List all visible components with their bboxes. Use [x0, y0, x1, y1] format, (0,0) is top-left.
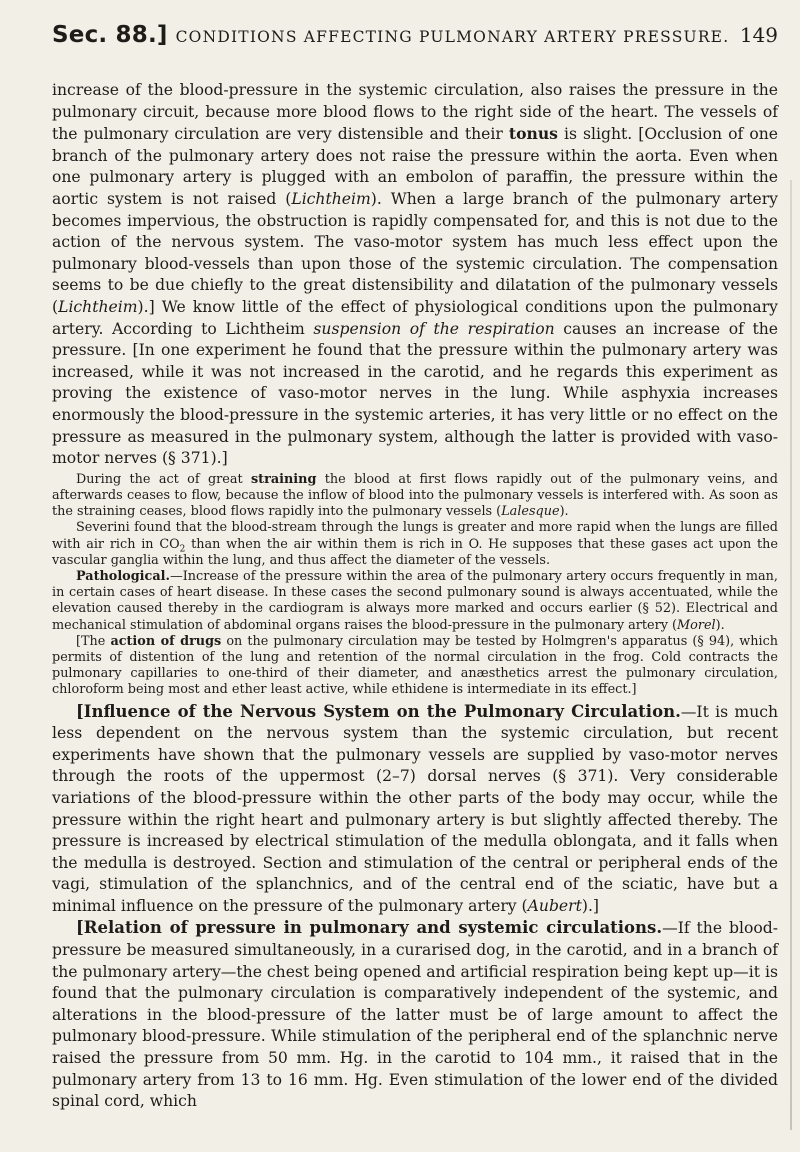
note-drugs: [The action of drugs on the pulmonary circulation may be tested by Holmgren's apparatus (§ 94), which permits of distention of the lung and retention of the normal circulation in the frog. Cold contracts the pulmonary capillaries to one-third of their diameter, and anæsthetics arrest the pulmonary circulation, chloroform being most and ether least active, while ethidene is intermediate in its effect.] — [52, 633, 778, 698]
emphasis-suspension: suspension of the respiration — [313, 319, 555, 338]
page-header — [52, 22, 778, 66]
paragraph-relation-pressure: [Relation of pressure in pulmonary and systemic circulations.—If the blood-pressure be measured simultaneously, in a curarised dog, in the carotid, and in a branch of the pulmonary artery—the chest being opened and artificial respiration being kept up—it is found that the pulmonary circulation is comparatively independent of the systemic, and alterations in the blood-pressure of the latter must be of large amount to affect the pulmonary blood-pressure. While stimulation of the peripheral end of the splanchnic nerve raised the pressure from 50 mm. Hg. in the carotid to 104 mm., it raised that in the pulmonary artery from 13 to 16 mm. Hg. Even stimulation of the lower end of the divided spinal cord, which — [52, 918, 778, 1111]
page-number: 149 — [739, 23, 778, 47]
section-label: Sec. 88.] — [52, 22, 168, 48]
running-title: CONDITIONS AFFECTING PULMONARY ARTERY PRESSURE. — [175, 28, 730, 46]
paragraph-nervous-system: [Influence of the Nervous System on the Pulmonary Circulation.—It is much less dependent on the nervous system than the systemic circulation, but recent experiments have shown that the pulmonary vessels are supplied by vaso-motor nerves through the roots of the uppermost (2–7) dorsal nerves (§ 371). Very considerable variations of the blood-pressure within the other parts of the body may occur, while the pressure within the right heart and pulmonary artery is but slightly affected thereby. The pressure is increased by electrical stimulation of the medulla oblongata, and it falls when the medulla is destroyed. Section and stimulation of the central or peripheral ends of the vagi, stimulation of the splanchnics, and of the central end of the sciatic, have but a minimal influence on the pressure of the pulmonary artery (Aubert).] — [52, 701, 779, 915]
page-edge-shadow — [790, 180, 792, 1130]
citation: Lichtheim — [58, 297, 138, 316]
body-text-bottom — [52, 701, 778, 1113]
heading-nervous-system: [Influence of the Nervous System on the Pulmonary Circulation. — [76, 701, 681, 721]
body-text-top — [52, 80, 778, 470]
note-straining: During the act of great straining the blood at first flows rapidly out of the pulmonary veins, and afterwards ceases to flow, because the inflow of blood into the pulmonary vessels is interfered with. As soon as the straining ceases, blood flows rapidly into the pulmonary vessels (Lalesque). — [52, 471, 778, 520]
small-print-notes — [52, 472, 778, 699]
citation: Lalesque — [501, 504, 560, 520]
citation: Lichtheim — [291, 189, 371, 208]
note-pathological: Pathological.—Increase of the pressure within the area of the pulmonary artery occurs frequently in man, in certain cases of heart disease. In these cases the second pulmonary sound is always accentuated, while the elevation caused thereby in the cardiogram is always more marked and occurs earlier (§ 52). Electrical and mechanical stimulation of abdominal organs raises the blood-pressure in the pulmonary artery (Morel). — [52, 568, 778, 633]
heading-relation: [Relation of pressure in pulmonary and systemic circulations. — [76, 918, 663, 938]
heading-pathological: Pathological. — [76, 568, 170, 584]
citation: Morel — [677, 617, 716, 633]
citation: Aubert — [527, 896, 582, 915]
paragraph-pulmonary-pressure: increase of the blood-pressure in the systemic circulation, also raises the pressure in the pulmonary circuit, because more blood flows to the right side of the heart. The vessels of the pulmonary circulation are very distensible and their tonus is slight. [Occlusion of one branch of the pulmonary artery does not raise the pressure within the aorta. Even when one pulmonary artery is plugged with an embolon of paraffin, the pressure within the aortic system is not raised (Lichtheim). When a large branch of the pulmonary artery becomes impervious, the obstruction is rapidly compensated for, and this is not due to the action of the nervous system. The vaso-motor system has much less effect upon the pulmonary blood-vessels than upon those of the systemic circulation. The compensation seems to be due chiefly to the great distensibility and dilatation of the pulmonary vessels (Lichtheim).] We know little of the effect of physiological conditions upon the pulmonary artery. According to Lichtheim suspension of the respiration causes an increase of the pressure. [In one experiment he found that the pressure within the pulmonary artery was increased, while it was not increased in the carotid, and he regards this experiment as proving the existence of vaso-motor nerves in the lung. While asphyxia increases enormously the blood-pressure in the systemic arteries, it has very little or no effect on the pressure as measured in the pulmonary system, although the latter is provided with vaso-motor nerves (§ 371).] — [52, 81, 778, 468]
term-tonus: tonus — [508, 124, 558, 144]
note-severini: Severini found that the blood-stream through the lungs is greater and more rapid when the lungs are filled with air rich in $CO_2$ than when the air within them is rich in O. He supposes that these gases act upon the vascular ganglia within the lung, and thus affect the diameter of the vessels. — [52, 520, 778, 568]
